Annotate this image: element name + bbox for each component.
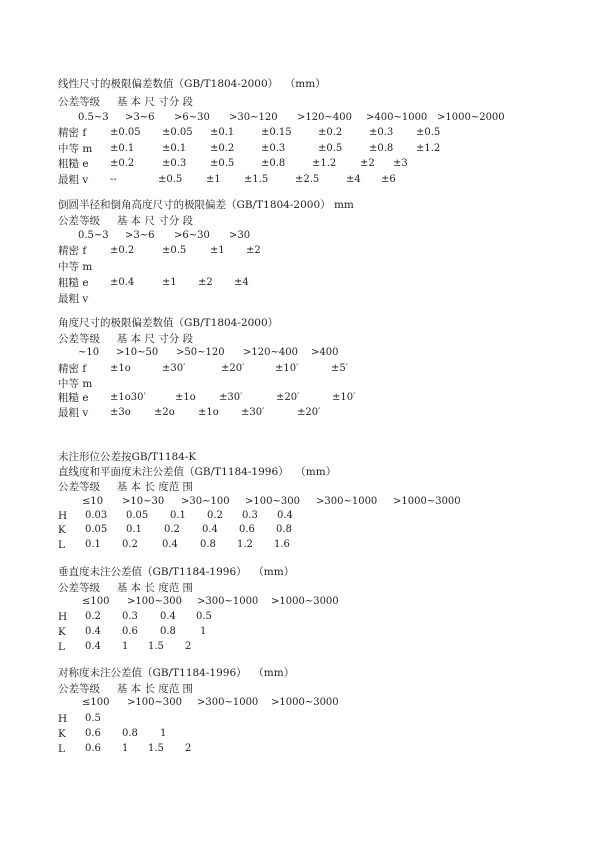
row-label: 中等 m	[58, 261, 93, 273]
value-cell: 2	[185, 743, 192, 754]
value-cell: 0.3	[242, 510, 258, 521]
value-cell: 0.6	[85, 743, 101, 754]
table-row	[0, 404, 321, 422]
value-cell: ±0.1	[162, 143, 187, 154]
section-title: 倒圆半径和倒角高度尺寸的极限偏差（GB/T1804-2000） mm	[58, 199, 354, 211]
value-cell: 1.6	[274, 539, 290, 550]
value-cell: 1.5	[148, 743, 164, 754]
section-title: 对称度未注公差值（GB/T1184-1996） （mm）	[58, 667, 295, 679]
range-cell: ~10	[78, 347, 100, 358]
value-cell: 0.2	[85, 611, 101, 622]
range-cell: >100~300	[127, 697, 182, 708]
range-cell: >100~300	[127, 596, 182, 607]
section-title: 线性尺寸的极限偏差数值（GB/T1804-2000） （mm）	[58, 78, 326, 90]
value-cell: ±5′	[331, 363, 349, 374]
row-label: H	[58, 510, 68, 522]
range-cell: >50~120	[176, 347, 225, 358]
row-label: 中等 m	[58, 143, 93, 155]
table-row	[0, 638, 192, 656]
value-cell: 0.03	[85, 510, 108, 521]
section-title: 垂直度未注公差值（GB/T1184-1996） （mm）	[58, 566, 295, 578]
value-cell: ±0.2	[318, 127, 343, 138]
range-cell: >100~300	[245, 496, 300, 507]
value-cell: 1.2	[237, 539, 253, 550]
range-cell: >6~30	[174, 112, 210, 123]
value-cell: 0.8	[200, 539, 216, 550]
value-cell: ±30′	[162, 363, 186, 374]
value-cell: ±2	[360, 158, 375, 169]
value-cell: ±0.3	[369, 127, 394, 138]
value-cell: ±0.1	[110, 143, 135, 154]
range-cell: 0.5~3	[78, 112, 109, 123]
value-cell: 0.2	[122, 539, 138, 550]
section-title: 角度尺寸的极限偏差数值（GB/T1804-2000）	[58, 317, 279, 329]
value-cell: 0.4	[85, 641, 101, 652]
row-label: 最粗 v	[58, 174, 89, 186]
range-cell: >1000~3000	[393, 496, 461, 507]
row-label: K	[58, 524, 66, 536]
value-cell: 0.3	[122, 611, 138, 622]
value-cell: ±1	[210, 245, 225, 256]
value-cell: ±0.1	[210, 127, 235, 138]
range-cell: >300~1000	[316, 496, 378, 507]
value-cell: ±0.5	[318, 143, 343, 154]
table-row	[0, 171, 396, 189]
value-cell: ±1o	[175, 392, 196, 403]
value-cell: ±20′	[297, 407, 321, 418]
value-cell: 2	[185, 641, 192, 652]
range-cell: 0.5~3	[78, 230, 109, 241]
value-cell: ±0.4	[110, 277, 135, 288]
range-cell: >300~1000	[197, 596, 259, 607]
row-label: K	[58, 728, 66, 740]
row-label: L	[58, 743, 65, 755]
range-cell: >3~6	[125, 230, 155, 241]
value-cell: ±1o	[110, 363, 131, 374]
value-cell: ±2	[198, 277, 213, 288]
value-cell: ±0.05	[110, 127, 141, 138]
value-cell: ±0.5	[416, 127, 441, 138]
value-cell: ±2.5	[295, 174, 320, 185]
value-cell: ±30′	[219, 392, 243, 403]
value-cell: ±1o30′	[110, 392, 146, 403]
value-cell: 1.5	[148, 641, 164, 652]
value-cell: 0.5	[85, 713, 101, 724]
row-label: 精密 f	[58, 245, 87, 257]
section-header: 公差等级 基 本 尺 寸分 段	[58, 96, 194, 108]
range-cell: >120~400	[297, 112, 352, 123]
range-cell: >400~1000	[366, 112, 428, 123]
value-cell: ±0.5	[210, 158, 235, 169]
value-cell: 0.2	[207, 510, 223, 521]
value-cell: ±3	[393, 158, 408, 169]
value-cell: 0.05	[85, 524, 108, 535]
row-label: 中等 m	[58, 378, 93, 390]
value-cell: ±0.8	[261, 158, 286, 169]
range-cell: >120~400	[243, 347, 298, 358]
value-cell: 0.4	[277, 510, 293, 521]
table-row	[0, 740, 192, 758]
value-cell: ±0.05	[162, 127, 193, 138]
range-cell: >400	[311, 347, 339, 358]
value-cell: ±6	[381, 174, 396, 185]
value-cell: ±20′	[221, 363, 245, 374]
value-cell: 0.6	[239, 524, 255, 535]
value-cell: 0.1	[170, 510, 186, 521]
value-cell: ±30′	[241, 407, 265, 418]
range-cell: >30~120	[229, 112, 278, 123]
value-cell: 0.4	[162, 539, 178, 550]
range-cell: >30~100	[181, 496, 230, 507]
section-title: 直线度和平面度未注公差值（GB/T1184-1996） （mm）	[58, 466, 337, 478]
value-cell: ±0.8	[369, 143, 394, 154]
row-label: L	[58, 539, 65, 551]
row-label: H	[58, 611, 68, 623]
value-cell: ±0.5	[158, 174, 183, 185]
range-cell: >1000~2000	[437, 112, 505, 123]
range-cell: >1000~3000	[271, 697, 339, 708]
row-label: 精密 f	[58, 127, 87, 139]
value-cell: ±10′	[275, 363, 299, 374]
range-cell: ≤10	[82, 496, 104, 507]
range-cell: >10~50	[116, 347, 159, 358]
row-label: H	[58, 713, 68, 725]
value-cell: ±0.2	[110, 245, 135, 256]
value-cell: ±4	[346, 174, 361, 185]
value-cell: 0.2	[164, 524, 180, 535]
value-cell: ±0.3	[261, 143, 286, 154]
value-cell: 1	[122, 743, 129, 754]
row-label: K	[58, 626, 66, 638]
value-cell: ±0.15	[261, 127, 292, 138]
value-cell: 0.8	[276, 524, 292, 535]
table-row	[0, 290, 89, 308]
range-cell: >3~6	[125, 112, 155, 123]
row-label: 精密 f	[58, 363, 87, 375]
value-cell: 0.8	[160, 626, 176, 637]
value-cell: ±3o	[110, 407, 131, 418]
value-cell: ±0.5	[162, 245, 187, 256]
value-cell: ±2o	[154, 407, 175, 418]
value-cell: ±20′	[276, 392, 300, 403]
range-cell: ≤100	[82, 697, 110, 708]
section-header: 公差等级 基 本 长 度范 围	[58, 582, 194, 594]
value-cell: 0.6	[85, 728, 101, 739]
value-cell: ±0.2	[110, 158, 135, 169]
value-cell: ±1.5	[244, 174, 269, 185]
value-cell: 0.05	[126, 510, 149, 521]
value-cell: 1	[200, 626, 207, 637]
value-cell: 0.1	[126, 524, 142, 535]
section-pretitle: 未注形位公差按GB/T1184-K	[58, 451, 197, 463]
value-cell: 0.5	[196, 611, 212, 622]
value-cell: ±1	[162, 277, 177, 288]
row-label: 粗糙 e	[58, 277, 89, 289]
section-header: 公差等级 基 本 尺 寸分 段	[58, 215, 194, 227]
row-label: L	[58, 641, 65, 653]
value-cell: ±1.2	[416, 143, 441, 154]
value-cell: 0.8	[122, 728, 138, 739]
value-cell: ±0.2	[210, 143, 235, 154]
range-cell: >300~1000	[197, 697, 259, 708]
value-cell: ±10′	[332, 392, 356, 403]
value-cell: 0.6	[122, 626, 138, 637]
range-cell: >6~30	[174, 230, 210, 241]
value-cell: 0.4	[202, 524, 218, 535]
value-cell: 1	[160, 728, 167, 739]
value-cell: ±4	[234, 277, 249, 288]
value-cell: ±2	[246, 245, 261, 256]
value-cell: 0.4	[160, 611, 176, 622]
row-label: 最粗 v	[58, 407, 89, 419]
section-header: 公差等级 基 本 长 度范 围	[58, 481, 194, 493]
row-label: 粗糙 e	[58, 158, 89, 170]
value-cell: ±1	[206, 174, 221, 185]
value-cell: ±1o	[198, 407, 219, 418]
value-cell: ±0.3	[162, 158, 187, 169]
range-cell: >30	[229, 230, 251, 241]
value-cell: 0.1	[85, 539, 101, 550]
row-label: 最粗 v	[58, 293, 89, 305]
range-cell: >1000~3000	[271, 596, 339, 607]
value-cell: --	[110, 174, 117, 185]
table-row	[0, 536, 290, 554]
range-cell: >10~30	[122, 496, 165, 507]
range-cell: ≤100	[82, 596, 110, 607]
section-header: 公差等级 基 本 长 度范 围	[58, 683, 194, 695]
value-cell: ±1.2	[312, 158, 337, 169]
value-cell: 0.4	[85, 626, 101, 637]
row-label: 粗糙 e	[58, 392, 89, 404]
section-header: 公差等级 基 本 尺 寸分 段	[58, 333, 194, 345]
value-cell: 1	[122, 641, 129, 652]
